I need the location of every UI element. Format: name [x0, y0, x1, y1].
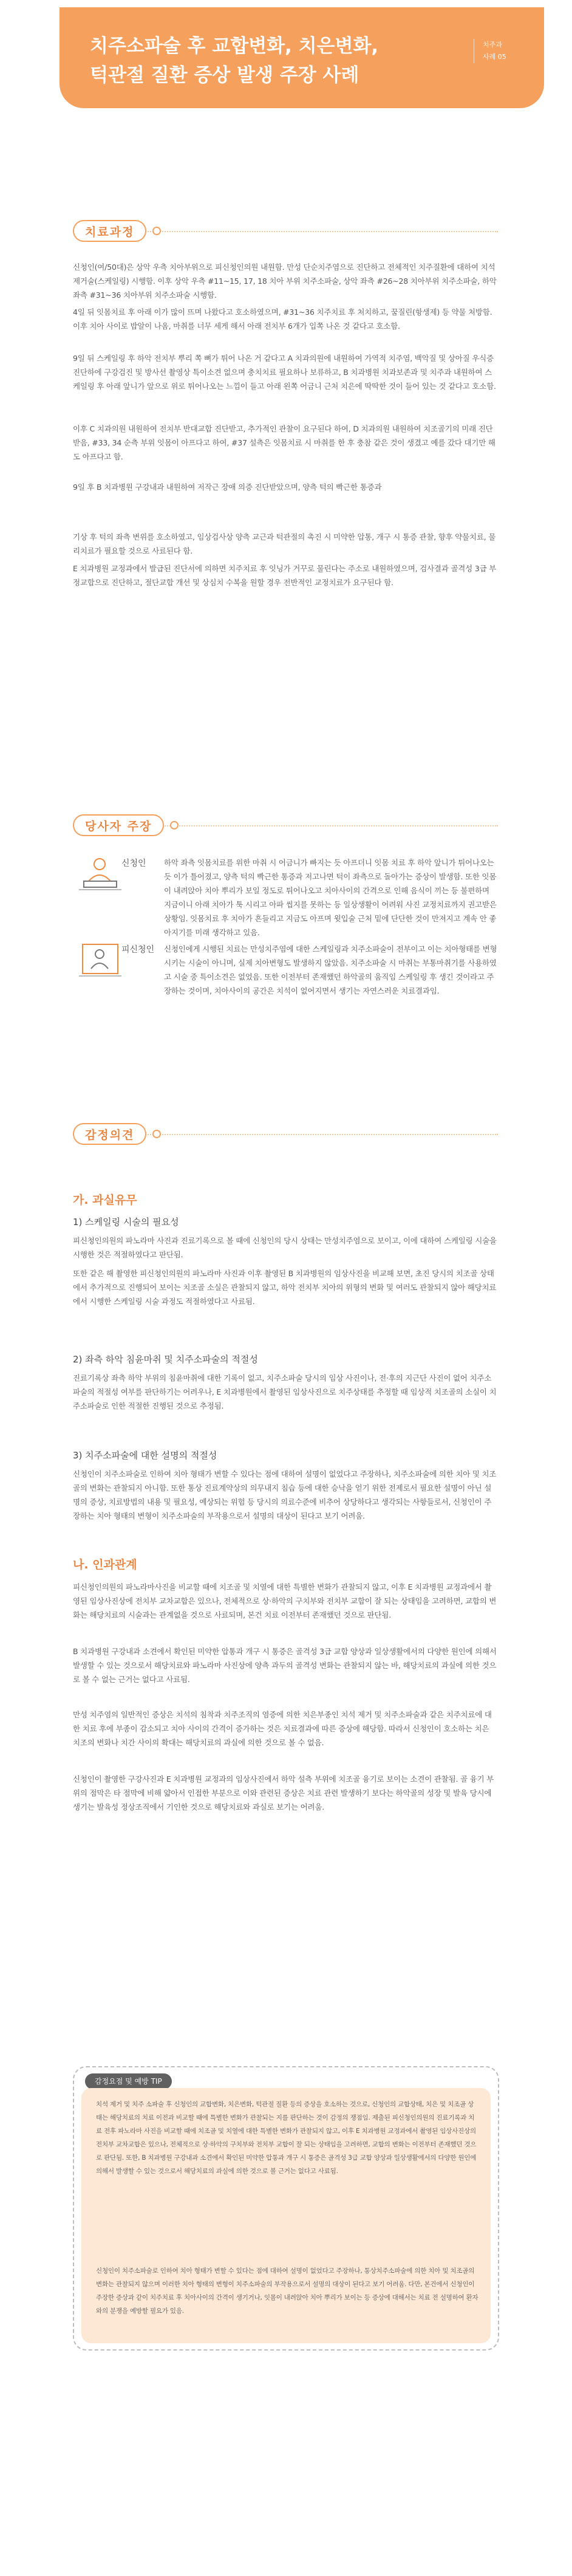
- page-title: [90, 32, 378, 90]
- section-dot-icon: [152, 227, 161, 235]
- opinion-b-paragraph-4: 신청인이 촬영한 구강사진과 E 치과병원 교정과의 임상사진에서 하악 설측 부위에 치조골 융기로 보이는 소견이 관찰됨. 골 융기 부위의 점막은 타 점막에 비해 얇아서 인접한 부분으로 이와 관련된 증상은 치료 관련 발생하기 보다는 하악골의 성장 및 발육 당시에 생기는 발육성 정상조직에서 기인한 것으로 해당치료와 과실로 보기는 어려움.: [73, 1774, 494, 1812]
- page-title-line1: 치주소파술 후 교합변화, 치은변화,: [90, 35, 379, 57]
- opinion-a1-paragraph-2: 또한 같은 해 촬영한 피신청인의원의 파노라마 사진과 이후 촬영된 B 치과병원의 임상사진을 비교해 보면, 초진 당시의 치조골 상태에서 추가적으로 진행되어 보이는 치조골 소실은 관찰되지 않고, 하악 전치부 치아의 위형의 변화 및 여러도 관찰되지 않아 해당치료에서 시행한 스케일링 시술 과정도 적절하였다고 사료됨.: [73, 1269, 497, 1306]
- case-number: 사례 05: [483, 53, 506, 61]
- opinion-a1-paragraph-1: 피신청인의원의 파노라마 사진과 진료기록으로 볼 때에 신청인의 당시 상태는 만성치주염으로 보이고, 이에 대하여 스케일링 시술을 시행한 것은 적절하였다고 판단됨.: [73, 1236, 497, 1259]
- case-category: 치주과: [483, 41, 502, 49]
- section-party-heading: [73, 812, 179, 839]
- opinion-subheading-2: 2) 좌측 하악 침윤마취 및 치주소파술의 적절성: [73, 1354, 258, 1365]
- section-treatment-heading: [73, 218, 161, 244]
- section-opinion-heading: [73, 1121, 161, 1147]
- treatment-paragraph-2: 4일 뒤 잇몸치료 후 아래 이가 많이 뜨며 나왔다고 호소하였으며, #31~36 치주치료 후 처치하고, 꿈질린(항생제) 등 약물 처방함. 이후 치아 사이로 밥알이 나옴, 마취를 너무 세게 해서 아래 전치부 6개가 입쪽 나온 것 같다고 호소함.: [73, 307, 492, 331]
- respondent-label: 피신청인: [121, 945, 155, 955]
- page-title-line2: 턱관절 질환 증상 발생 주장 사례: [90, 64, 359, 86]
- opinion-heading-negligence: 가. 과실유무: [73, 1194, 137, 1207]
- claimant-icon: [79, 856, 121, 892]
- section-dot-icon: [170, 821, 179, 829]
- respondent-text: 신청인에게 시행된 치료는 만성치주염에 대한 스케일링과 치주소파술이 전부이고 이는 치아형태를 변형시키는 시술이 아니며, 실제 치아변형도 발생하지 않았음. 치주소파술 시 마취는 부통마취기를 사용하였고 시술 중 특이소견은 없었음. 또한 이전부터 존재했던 하악골의 움직임 스케일링 후 생긴 것이라고 주장하는 것이며, 치아사이의 공간은 치석이 없어지면서 생기는 자연스러운 치료결과임.: [164, 944, 497, 995]
- page-header: [60, 7, 544, 108]
- opinion-subheading-1: 1) 스케일링 시술의 필요성: [73, 1217, 179, 1228]
- opinion-b-paragraph-2: B 치과병원 구강내과 소견에서 확인된 미약한 압통과 개구 시 통증은 골격성 3급 교합 양상과 일상생활에서의 다양한 원인에 의해서 발생할 수 있는 것으로서 해당치료와 파노라마 사진상에 양측 과두의 골격성 변화는 관찰되지 않는 바, 해당치료의 과실에 의한 것으로 볼 수 없는 근거는 없다고 사료됨.: [73, 1647, 497, 1684]
- section-treatment-label: 치료과정: [73, 220, 146, 242]
- tip-box: [73, 2066, 499, 2351]
- tip-paragraph-1: 치석 제거 및 치주 소파술 후 신청인의 교합변화, 치은변화, 턱관절 질환 등의 증상을 호소하는 것으로, 신청인의 교합상태, 치은 및 치조골 상태는 해당치료의 치료 이전과 비교할 때에 특별한 변화가 관찰되는 지를 판단하는 것이 감정의 쟁점임. 제출된 피신청인의원의 진료기록과 치료 전후 파노라마 사진을 비교할 때에 치조골 및 치열에 대한 특별한 변화가 관찰되지 않고, 이후 E 치과병원 교정과에서 촬영된 임상사진상의 전치부 교차교합은 있으나, 전체적으로 상·하악의 구치부와 전치부 교합이 잘 되는 상태임을 고려하면, 교합의 변화는 이전부터 존재했던 것으로 판단됨. 또한, B 치과병원 구강내과 소견에서 확인된 미약한 압통과 개구 시 통증은 골격성 3급 교합 양상과 일상생활에서의 다양한 원인에 의해서 발생할 수 있는 것으로서 해당치료의 과실에 의한 것으로 볼 근거는 없다고 사료됨.: [96, 2101, 477, 2175]
- section-opinion-label: 감정의견: [73, 1123, 146, 1145]
- treatment-paragraph-7: E 치과병원 교정과에서 발급된 진단서에 의하면 치주치료 후 잇닝가 거꾸로 물린다는 주소로 내원하였으며, 검사결과 골격성 3급 부정교합으로 진단하고, 절단교합 개선 및 상심치 수복을 원할 경우 전반적인 교정치료가 요구된다 함.: [73, 564, 497, 587]
- opinion-b-paragraph-3: 만성 치주염의 일반적인 증상은 치석의 침착과 치주조직의 염증에 의한 치은부종인 치석 제거 및 치주소파술과 같은 치주치료에 대한 치료 후에 부종이 감소되고 치아 사이의 간격이 증가하는 것은 치료결과에 따른 증상에 해당함. 따라서 신청인이 호소하는 치은 치조의 변화나 치간 사이의 확대는 해당치료의 과실에 의한 것으로 볼 수 없음.: [73, 1710, 492, 1747]
- treatment-paragraph-1: 신청인(여/50대)은 상악 우측 치아부위으로 피신청인의원 내원함. 만성 단순치주염으로 진단하고 전체적인 치주질환에 대하여 치석제거술(스케일링) 시행함. 이후 상악 우측 #11~15, 17, 18 치아 부위 치주소파술, 상악 좌측 #26~28 치아부위 치주소파술, 하악 좌측 #31~36 치아부위 치주소파술 시행함.: [73, 263, 497, 300]
- case-tag: [474, 39, 522, 63]
- treatment-paragraph-4: 이후 C 치과의원 내원하여 전치부 반대교합 진단받고, 추가적인 관찰이 요구된다 하여, D 치과의원 내원하여 치조골기의 미래 진단받음, #33, 34 순측 부위 잇몸이 아프다고 하여, #37 설측은 잇몸치료 시 마취를 한 후 충참 같은 것이 생겼고 예를 갔다 대기만 해도 아프다고 함.: [73, 424, 495, 461]
- claimant-text: 하악 좌측 잇몸치료를 위한 마취 시 어금니가 빠지는 듯 아프더니 잇몸 치료 후 하악 앞니가 튀어나오는 듯 이가 틀어졌고, 양측 턱의 빡근한 통증과 저고나면 턱이 좌측으로 돌아가는 증상이 발생함. 또한 잇몸이 내려앉아 치아 뿌리가 보일 정도로 튀어나오고 치아사이의 간격으로 인해 음식이 끼는 등 불편하며 지금이니 아래 치아가 툭 시리고 아파 씹지를 못하는 등 일상생활이 어려워 사진 교정치료까지 권고받은 상황임. 잇몸치료 후 치아가 흔들리고 지금도 아프며 윗입술 근처 밑에 단단한 것이 만져지고 계속 안 좋아지기를 미래 생각하고 있음.: [164, 858, 497, 937]
- treatment-paragraph-3: 9일 뒤 스케일링 후 하악 전치부 뿌리 쪽 뼈가 튀어 나온 거 같다고 A 치과의원에 내원하여 가역적 치주염, 백악질 및 상아질 우식증 진단하에 구강검진 및 방사선 촬영상 특이소견 없으며 충치치료 필요하나 보류하고, B 치과병원 치과보존과 및 치주과 내원하여 스케일링 후 아래 앞니가 앞으로 위로 튀어나오는 느낌이 들고 아래 왼쪽 어금니 근처 치은에 딱딱한 것이 들어 있는 것 같다고 호소함.: [73, 354, 496, 391]
- tip-paragraph-2: 신청인이 치주소파술로 인하여 치아 형태가 변할 수 있다는 점에 대하여 설명이 없었다고 주장하나, 통상치주소파술에 의한 치아 및 치조골의 변화는 관찰되지 않으며 이러한 치아 형태의 변형이 치주소파술의 부작용으로서 설명의 대상이 된다고 보기 어려움. 다만, 본건에서 신청인이 주장한 증상과 같이 치주치료 후 치아사이의 간격이 생기거나, 잇몸이 내려앉아 치아 뿌리가 보이는 등 증상에 대해서는 치료 전 설명하여 환자와의 분쟁을 예방할 필요가 있음.: [96, 2267, 478, 2315]
- opinion-subheading-3: 3) 치주소파술에 대한 설명의 적절성: [73, 1450, 217, 1461]
- treatment-paragraph-6: 기상 후 턱의 좌측 변위를 호소하였고, 임상검사상 양측 교근과 턱관절의 촉진 시 미약한 압통, 개구 시 통증 관찰, 향후 약물치료, 물리치료가 필요할 것으로 사료된다 함.: [73, 532, 496, 555]
- opinion-a2-paragraph-1: 진료기록상 좌측 하악 부위의 침윤마취에 대한 기록이 없고, 치주소파술 당시의 임상 사진이나, 전·후의 지근단 사진이 없어 치주소파술의 적절성 여부를 판단하기는 어려우나, E 치과병원에서 촬영된 임상사진으로 치주상태를 추정할 때 임상적 치조골의 소실이 치주소파술로 인한 적절한 진행된 것으로 추정됨.: [73, 1373, 497, 1410]
- treatment-paragraph-5: 9일 후 B 치과병원 구강내과 내원하여 저작근 장애 의증 진단받았으며, 양측 턱의 빡근한 통증과: [73, 483, 382, 492]
- section-party-label: 당사자 주장: [73, 814, 164, 836]
- tip-label: 감정요점 및 예방 TIP: [85, 2073, 172, 2089]
- tip-content: [81, 2088, 491, 2343]
- opinion-b-paragraph-1: 피신청인의원의 파노라마사진을 비교할 때에 치조골 및 치열에 대한 특별한 변화가 관찰되지 않고, 이후 E 치과병원 교정과에서 촬영된 임상사진상에 전치부 교차교합은 있으나, 전체적으로 상·하악의 구치부와 전치부 교합이 잘 되는 상태임을 고려하면, 교합의 변화는 해당치료의 시술과는 관계없을 것으로 사료되며, 본건 치료 이전부터 존재했던 것으로 판단됨.: [73, 1582, 497, 1619]
- opinion-heading-causation: 나. 인과관계: [73, 1558, 137, 1571]
- section-dot-icon: [152, 1130, 161, 1138]
- claimant-label: 신청인: [121, 859, 146, 868]
- opinion-a3-paragraph-1: 신청인이 치주소파술로 인하여 치아 형태가 변할 수 있다는 점에 대하여 설명이 없었다고 주장하나, 치주소파술에 의한 치아 및 치조골의 변화는 관찰되지 아니함. 또한 통상 진료계약상의 의무내지 침습 등에 대한 승낙을 얻기 위한 전제로서 필요한 설명이 아닌 설명의 증상, 치료방법의 내용 및 필요성, 예상되는 위험 등 당시의 의료수준에 비추어 상당하다고 생각되는 사항들로서, 신청인이 주장하는 치아 형태의 변형이 치주소파술의 부작용으로서 설명의 대상이 된다고 보기 어려움.: [73, 1469, 497, 1520]
- respondent-icon: [79, 942, 121, 978]
